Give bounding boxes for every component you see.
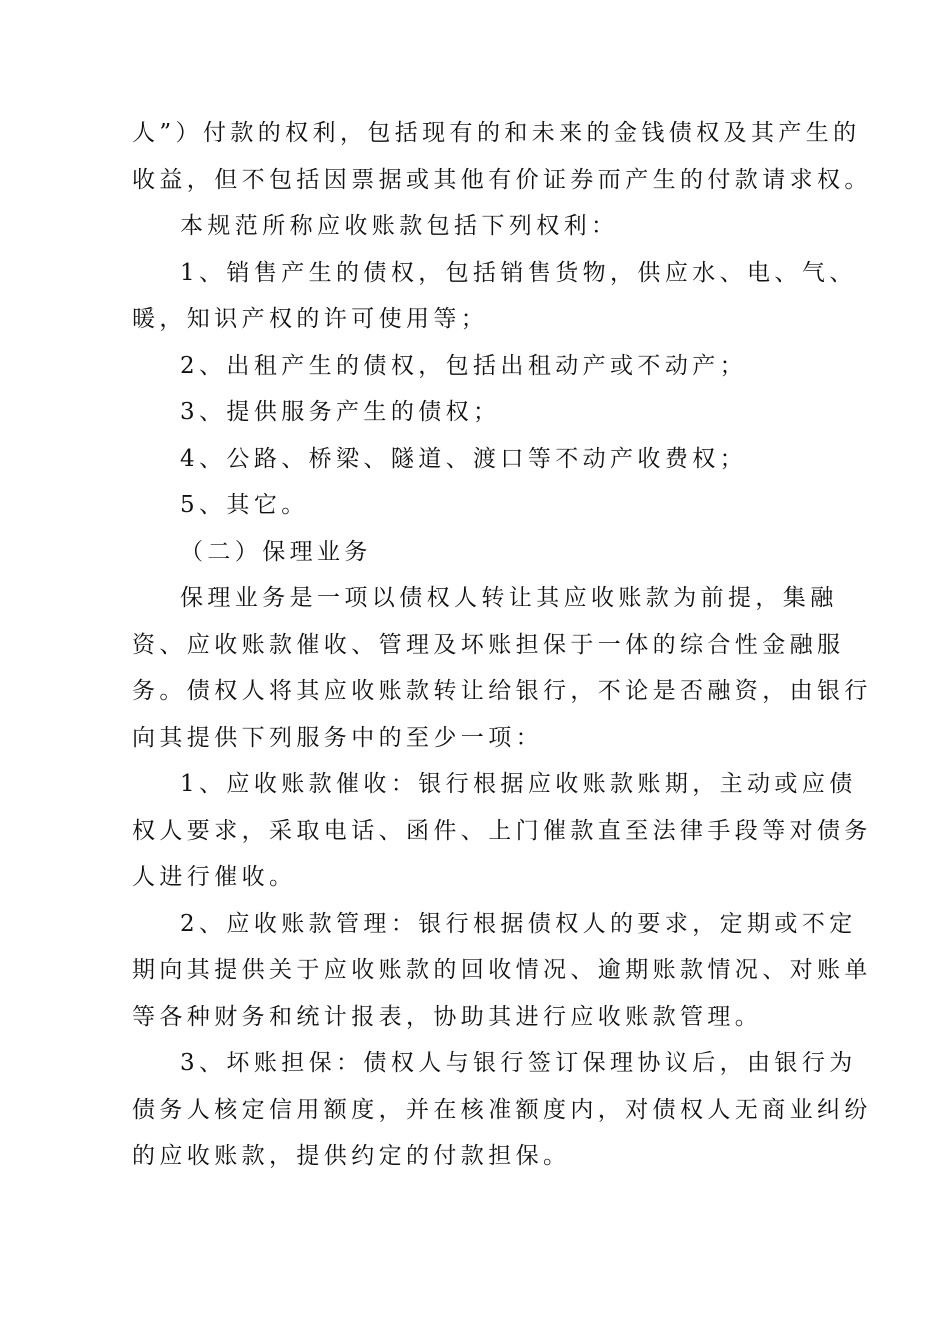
text-line: 务。债权人将其应收账款转让给银行，不论是否融资，由银行 (132, 678, 872, 704)
text-line: 本规范所称应收账款包括下列权利： (180, 213, 619, 239)
text-line: 2、应收账款管理：银行根据债权人的要求，定期或不定 (180, 910, 857, 937)
text-line: 向其提供下列服务中的至少一项： (132, 724, 543, 751)
text-line: 1、应收账款催收：银行根据应收账款账期，主动或应债 (180, 771, 857, 797)
text-line: 人进行催收。 (132, 864, 297, 890)
text-line: 4、公路、桥梁、隧道、渡口等不动产收费权； (180, 445, 748, 472)
document-body (132, 110, 872, 1180)
text-line: 暖，知识产权的许可使用等； (132, 306, 489, 332)
text-line: 1、销售产生的债权，包括销售货物，供应水、电、气、 (180, 259, 857, 286)
text-line: 债务人核定信用额度，并在核准额度内，对债权人无商业纠纷 (132, 1096, 872, 1123)
text-line: 收益，但不包括因票据或其他有价证券而产生的付款请求权。 (132, 166, 872, 193)
text-line: 期向其提供关于应收账款的回收情况、逾期账款情况、对账单 (132, 957, 872, 983)
text-line: 3、坏账担保：债权人与银行签订保理协议后，由银行为 (180, 1050, 857, 1076)
text-line: 资、应收账款催收、管理及坏账担保于一体的综合性金融服 (132, 631, 845, 658)
text-line: 人”）付款的权利，包括现有的和未来的金钱债权及其产生的 (132, 120, 861, 146)
text-line: 5、其它。 (180, 492, 309, 518)
text-line: 等各种财务和统计报表，协助其进行应收账款管理。 (132, 1003, 763, 1030)
text-line: 保理业务是一项以债权人转让其应收账款为前提，集融 (180, 585, 838, 611)
text-line: 3、提供服务产生的债权； (180, 399, 501, 425)
text-line: 的应收账款，提供约定的付款担保。 (132, 1143, 571, 1169)
text-line: 权人要求，采取电话、函件、上门催款直至法律手段等对债务 (132, 817, 872, 844)
section-heading: （二）保理业务 (180, 538, 372, 565)
text-line: 2、出租产生的债权，包括出租动产或不动产； (180, 352, 748, 379)
